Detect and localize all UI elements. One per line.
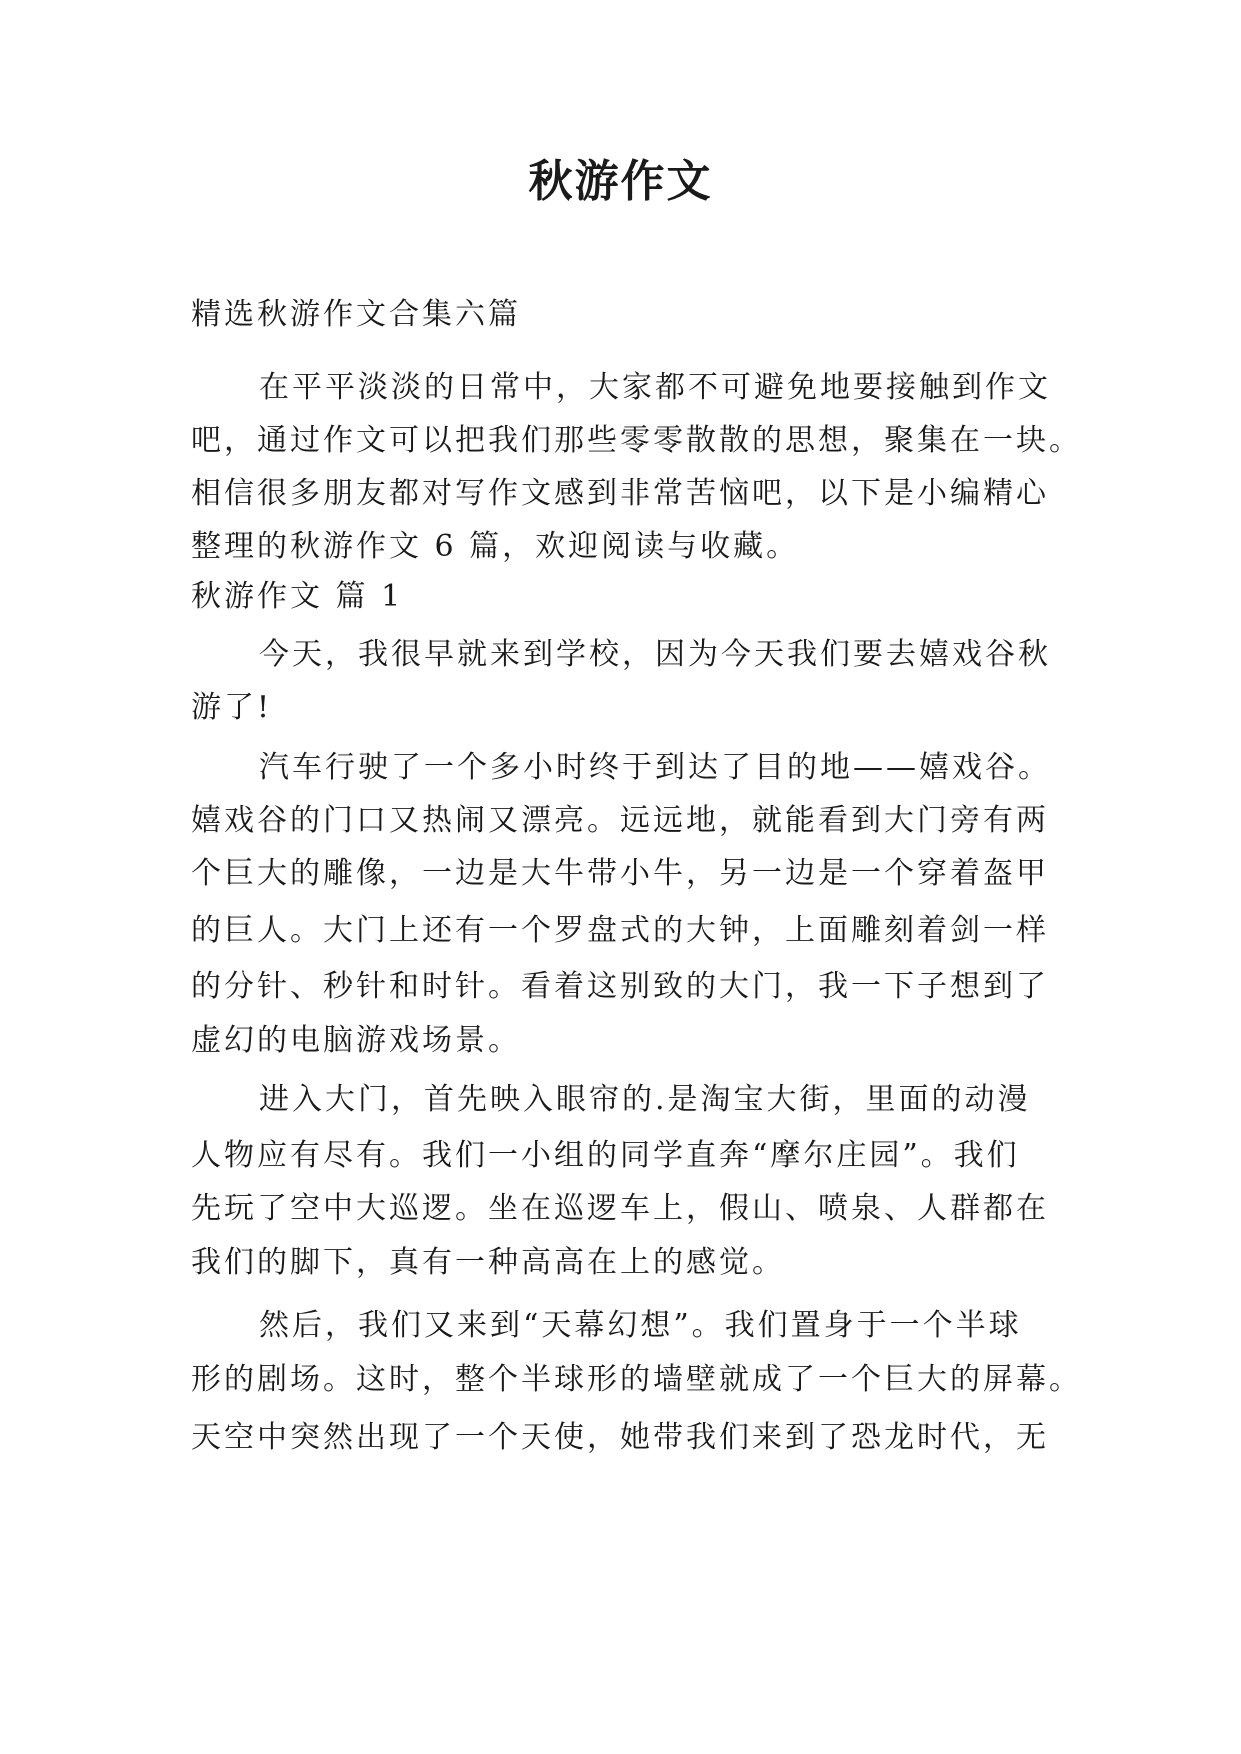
paragraph-line: 今天，我很早就来到学校，因为今天我们要去嬉戏谷秋 — [259, 637, 1051, 672]
document-title: 秋游作文 — [528, 156, 713, 207]
paragraph-line: 形的剧场。这时，整个半球形的墙壁就成了一个巨大的屏幕。 — [191, 1362, 1082, 1397]
paragraph-line: 先玩了空中大巡逻。坐在巡逻车上，假山、喷泉、人群都在 — [191, 1191, 1049, 1226]
paragraph-line: 汽车行驶了一个多小时终于到达了目的地——嬉戏谷。 — [259, 750, 1051, 785]
section-heading: 秋游作文 篇 1 — [191, 579, 404, 614]
paragraph-line: 整理的秋游作文 6 篇，欢迎阅读与收藏。 — [191, 529, 800, 564]
paragraph-line: 进入大门，首先映入眼帘的.是淘宝大街，里面的动漫 — [259, 1082, 1031, 1117]
paragraph-line: 吧，通过作文可以把我们那些零零散散的思想，聚集在一块。 — [191, 423, 1082, 458]
paragraph-line: 人物应有尽有。我们一小组的同学直奔“摩尔庄园”。我们 — [191, 1138, 1020, 1173]
document-subtitle: 精选秋游作文合集六篇 — [191, 297, 521, 332]
paragraph-line: 在平平淡淡的日常中，大家都不可避免地要接触到作文 — [259, 370, 1051, 405]
paragraph-line: 的巨人。大门上还有一个罗盘式的大钟，上面雕刻着剑一样 — [191, 913, 1049, 948]
paragraph-line: 个巨大的雕像，一边是大牛带小牛，另一边是一个穿着盔甲 — [191, 856, 1049, 891]
paragraph-line: 天空中突然出现了一个天使，她带我们来到了恐龙时代，无 — [191, 1420, 1049, 1455]
paragraph-line: 的分针、秒针和时针。看着这别致的大门，我一下子想到了 — [191, 969, 1049, 1004]
paragraph-line: 虚幻的电脑游戏场景。 — [191, 1023, 521, 1058]
paragraph-line: 游了! — [191, 690, 273, 725]
paragraph-line: 嬉戏谷的门口又热闹又漂亮。远远地，就能看到大门旁有两 — [191, 803, 1049, 838]
paragraph-line: 我们的脚下，真有一种高高在上的感觉。 — [191, 1245, 785, 1280]
paragraph-line: 然后，我们又来到“天幕幻想”。我们置身于一个半球 — [259, 1308, 1022, 1343]
paragraph-line: 相信很多朋友都对写作文感到非常苦恼吧，以下是小编精心 — [191, 476, 1049, 511]
